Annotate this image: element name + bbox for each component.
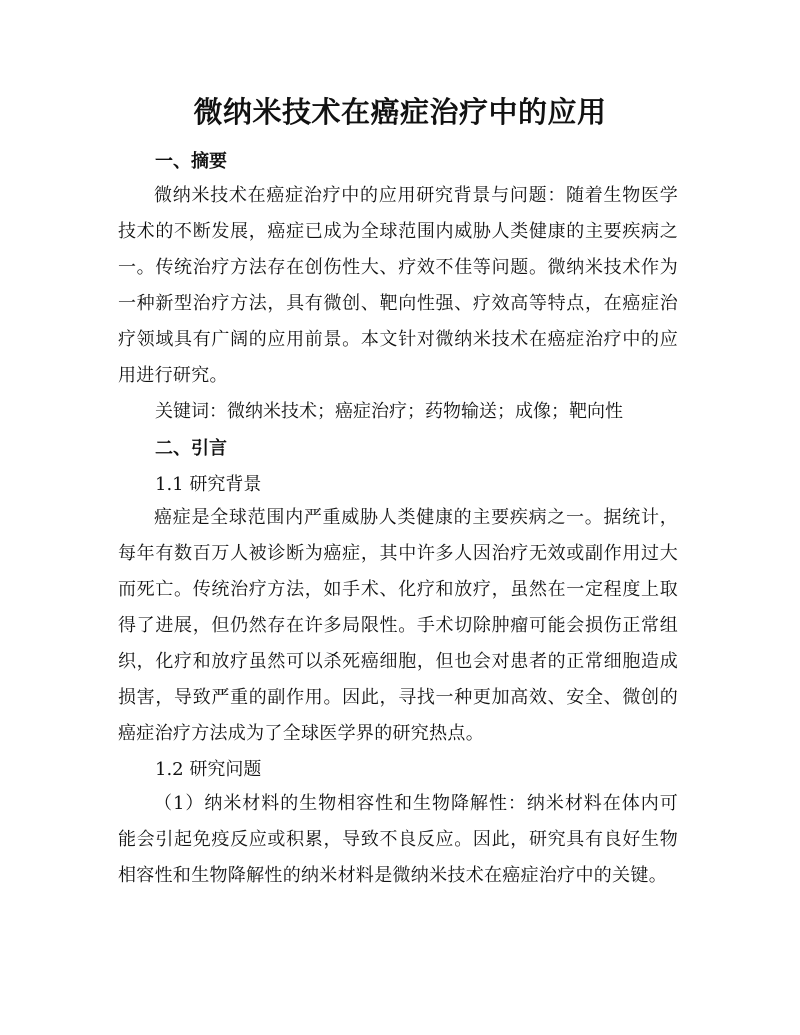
abstract-paragraph: 微纳米技术在癌症治疗中的应用研究背景与问题：随着生物医学技术的不断发展，癌症已成为全球范围内威胁人类健康的主要疾病之一。传统治疗方法存在创伤性大、疗效不佳等问题。微纳米技术作为一种新型治疗方法，具有微创、靶向性强、疗效高等特点，在癌症治疗领域具有广阔的应用前景。本文针对微纳米技术在癌症治疗中的应用进行研究。 [118,185,678,386]
abstract-heading: 一、摘要 [155,151,227,172]
problem-subheading: 1.2 研究问题 [155,759,262,780]
intro-heading: 二、引言 [155,438,227,459]
keywords-line: 关键词：微纳米技术；癌症治疗；药物输送；成像；靶向性 [155,401,623,422]
document-title: 微纳米技术在癌症治疗中的应用 [193,95,607,129]
background-subheading: 1.1 研究背景 [155,474,262,495]
problem-paragraph: （1）纳米材料的生物相容性和生物降解性：纳米材料在体内可能会引起免疫反应或积累，导致不良反应。因此，研究具有良好生物相容性和生物降解性的纳米材料是微纳米技术在癌症治疗中的关键。 [118,793,678,886]
background-paragraph: 癌症是全球范围内严重威胁人类健康的主要疾病之一。据统计，每年有数百万人被诊断为癌症，其中许多人因治疗无效或副作用过大而死亡。传统治疗方法，如手术、化疗和放疗，虽然在一定程度上取得了进展，但仍然存在许多局限性。手术切除肿瘤可能会损伤正常组织，化疗和放疗虽然可以杀死癌细胞，但也会对患者的正常细胞造成损害，导致严重的副作用。因此，寻找一种更加高效、安全、微创的癌症治疗方法成为了全球医学界的研究热点。 [118,507,678,744]
